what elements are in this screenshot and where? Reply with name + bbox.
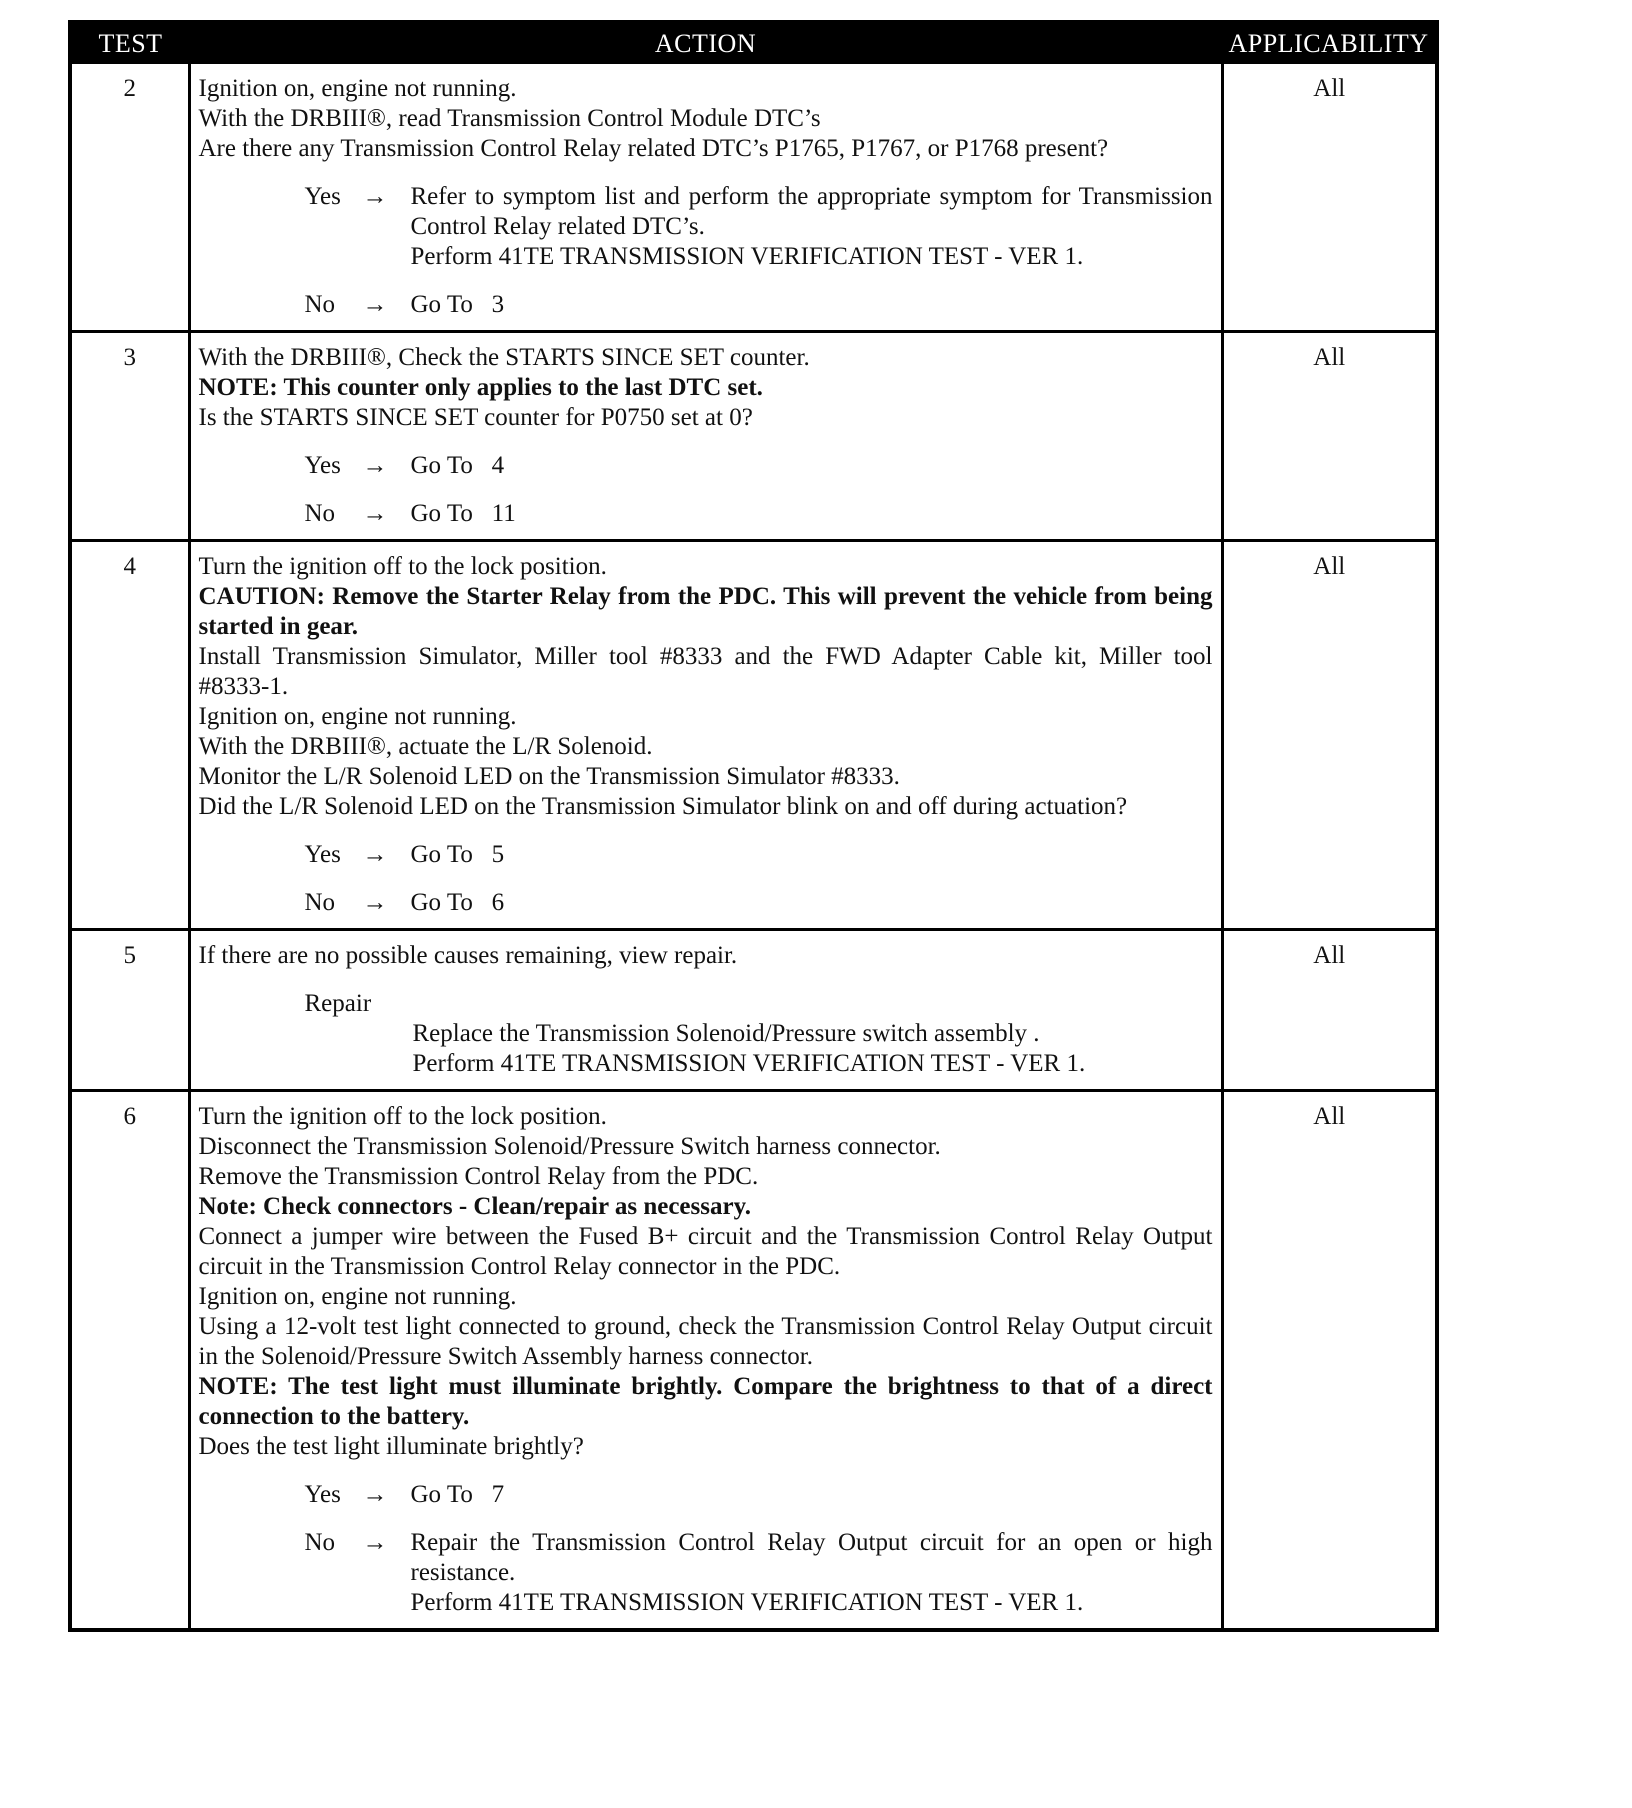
action-line: Turn the ignition off to the lock position. [198, 1103, 607, 1130]
arrow-icon: → [362, 1529, 388, 1556]
applicability-value: All [1313, 75, 1346, 102]
action-line: Are there any Transmission Control Relay related DTC’s P1765, P1767, or P1768 present? [198, 135, 1109, 162]
table-row [72, 930, 1435, 1091]
action-line: Turn the ignition off to the lock position. [198, 553, 607, 580]
action-line: Ignition on, engine not running. [198, 75, 517, 102]
applicability-value: All [1222, 332, 1435, 541]
action-line: Disconnect the Transmission Solenoid/Pressure Switch harness connector. [198, 1133, 941, 1160]
header-applicability: APPLICABILITY [1222, 24, 1435, 64]
repair-body [199, 1019, 1213, 1079]
yes-choice [199, 182, 1213, 272]
choice-result [411, 1528, 1213, 1618]
yes-choice [199, 451, 1213, 481]
repair-line: Replace the Transmission Solenoid/Pressure switch assembly . [412, 1020, 1040, 1047]
action-line: Does the test light illuminate brightly? [198, 1433, 584, 1460]
result-line: Refer to symptom list and perform the appropriate symptom for Transmission Control Relay related DTC’s. [410, 183, 1213, 240]
header-test: TEST [72, 24, 189, 64]
action-cell [189, 1091, 1222, 1629]
header-row [72, 24, 1435, 64]
test-number: 3 [72, 332, 189, 541]
arrow-icon: → [362, 183, 388, 210]
choice-answer: No [304, 291, 336, 318]
table-row [72, 64, 1435, 332]
note-line: NOTE: This counter only applies to the last DTC set. [198, 374, 763, 401]
choice-result [411, 182, 1213, 272]
result-line: Perform 41TE TRANSMISSION VERIFICATION TEST - VER 1. [410, 1589, 1084, 1616]
repair-label: Repair [304, 990, 372, 1017]
choice-result: Go To 5 [410, 841, 505, 868]
arrow-icon: → [362, 500, 388, 527]
applicability-value: All [1222, 1091, 1435, 1629]
note-line: Note: Check connectors - Clean/repair as necessary. [198, 1193, 751, 1220]
action-line: Remove the Transmission Control Relay from the PDC. [198, 1163, 759, 1190]
header-action: ACTION [189, 24, 1222, 64]
choice-result: Go To 11 [410, 500, 516, 527]
table-row [72, 541, 1435, 930]
table-body [72, 64, 1435, 1628]
action-line: With the DRBIII®, read Transmission Control Module DTC’s [198, 105, 821, 132]
choice-result: Go To 6 [410, 889, 505, 916]
arrow-icon: → [362, 452, 388, 479]
action-line: Monitor the L/R Solenoid LED on the Transmission Simulator #8333. [198, 763, 900, 790]
applicability-value: All [1222, 930, 1435, 1091]
yes-choice [199, 1480, 1213, 1510]
diagnostic-table [72, 24, 1435, 1628]
action-cell [189, 64, 1222, 332]
action-line: Ignition on, engine not running. [198, 1283, 517, 1310]
action-line: Install Transmission Simulator, Miller tool #8333 and the FWD Adapter Cable kit, Miller tool #8333-1. [198, 643, 1213, 700]
action-cell [189, 541, 1222, 930]
caution-line: CAUTION: Remove the Starter Relay from the PDC. This will prevent the vehicle from being started in gear. [198, 583, 1213, 640]
no-choice [199, 888, 1213, 918]
yes-choice [199, 840, 1213, 870]
note-line: NOTE: The test light must illuminate brightly. Compare the brightness to that of a direct connection to the battery. [198, 1373, 1213, 1430]
action-line: With the DRBIII®, Check the STARTS SINCE SET counter. [198, 344, 810, 371]
no-choice [199, 290, 1213, 320]
action-line: Ignition on, engine not running. [198, 703, 517, 730]
test-number: 5 [72, 930, 189, 1091]
choice-answer: Yes [304, 183, 341, 210]
diagnostic-table-frame [68, 20, 1439, 1632]
action-line: Is the STARTS SINCE SET counter for P0750 set at 0? [198, 404, 753, 431]
choice-result: Go To 7 [410, 1481, 505, 1508]
action-line: If there are no possible causes remaining, view repair. [198, 942, 738, 969]
action-line: With the DRBIII®, actuate the L/R Solenoid. [198, 733, 653, 760]
test-number: 2 [72, 64, 189, 332]
applicability-value: All [1222, 541, 1435, 930]
test-number: 6 [72, 1091, 189, 1629]
arrow-icon: → [362, 1481, 388, 1508]
table-row [72, 1091, 1435, 1629]
result-line: Perform 41TE TRANSMISSION VERIFICATION TEST - VER 1. [410, 243, 1084, 270]
action-cell [189, 332, 1222, 541]
arrow-icon: → [362, 291, 388, 318]
no-choice [199, 1528, 1213, 1618]
action-cell [189, 930, 1222, 1091]
arrow-icon: → [362, 889, 388, 916]
choice-answer: No [304, 1529, 336, 1556]
table-row [72, 332, 1435, 541]
action-line: Did the L/R Solenoid LED on the Transmission Simulator blink on and off during actuation? [198, 793, 1128, 820]
choice-result: Go To 3 [410, 291, 505, 318]
choice-answer: No [304, 500, 336, 527]
choice-answer: Yes [304, 452, 341, 479]
choice-result: Go To 4 [410, 452, 505, 479]
no-choice [199, 499, 1213, 529]
repair-line: Perform 41TE TRANSMISSION VERIFICATION TEST - VER 1. [412, 1050, 1086, 1077]
result-line: Repair the Transmission Control Relay Output circuit for an open or high resistance. [410, 1529, 1213, 1586]
action-line: Using a 12-volt test light connected to ground, check the Transmission Control Relay Output circuit in the Solenoid/Pressure Switch Assembly harness connector. [198, 1313, 1213, 1370]
choice-answer: Yes [304, 841, 341, 868]
action-line: Connect a jumper wire between the Fused B+ circuit and the Transmission Control Relay Output circuit in the Transmission Control Relay connector in the PDC. [198, 1223, 1213, 1280]
test-number: 4 [72, 541, 189, 930]
choice-answer: No [304, 889, 336, 916]
arrow-icon: → [362, 841, 388, 868]
choice-answer: Yes [304, 1481, 341, 1508]
